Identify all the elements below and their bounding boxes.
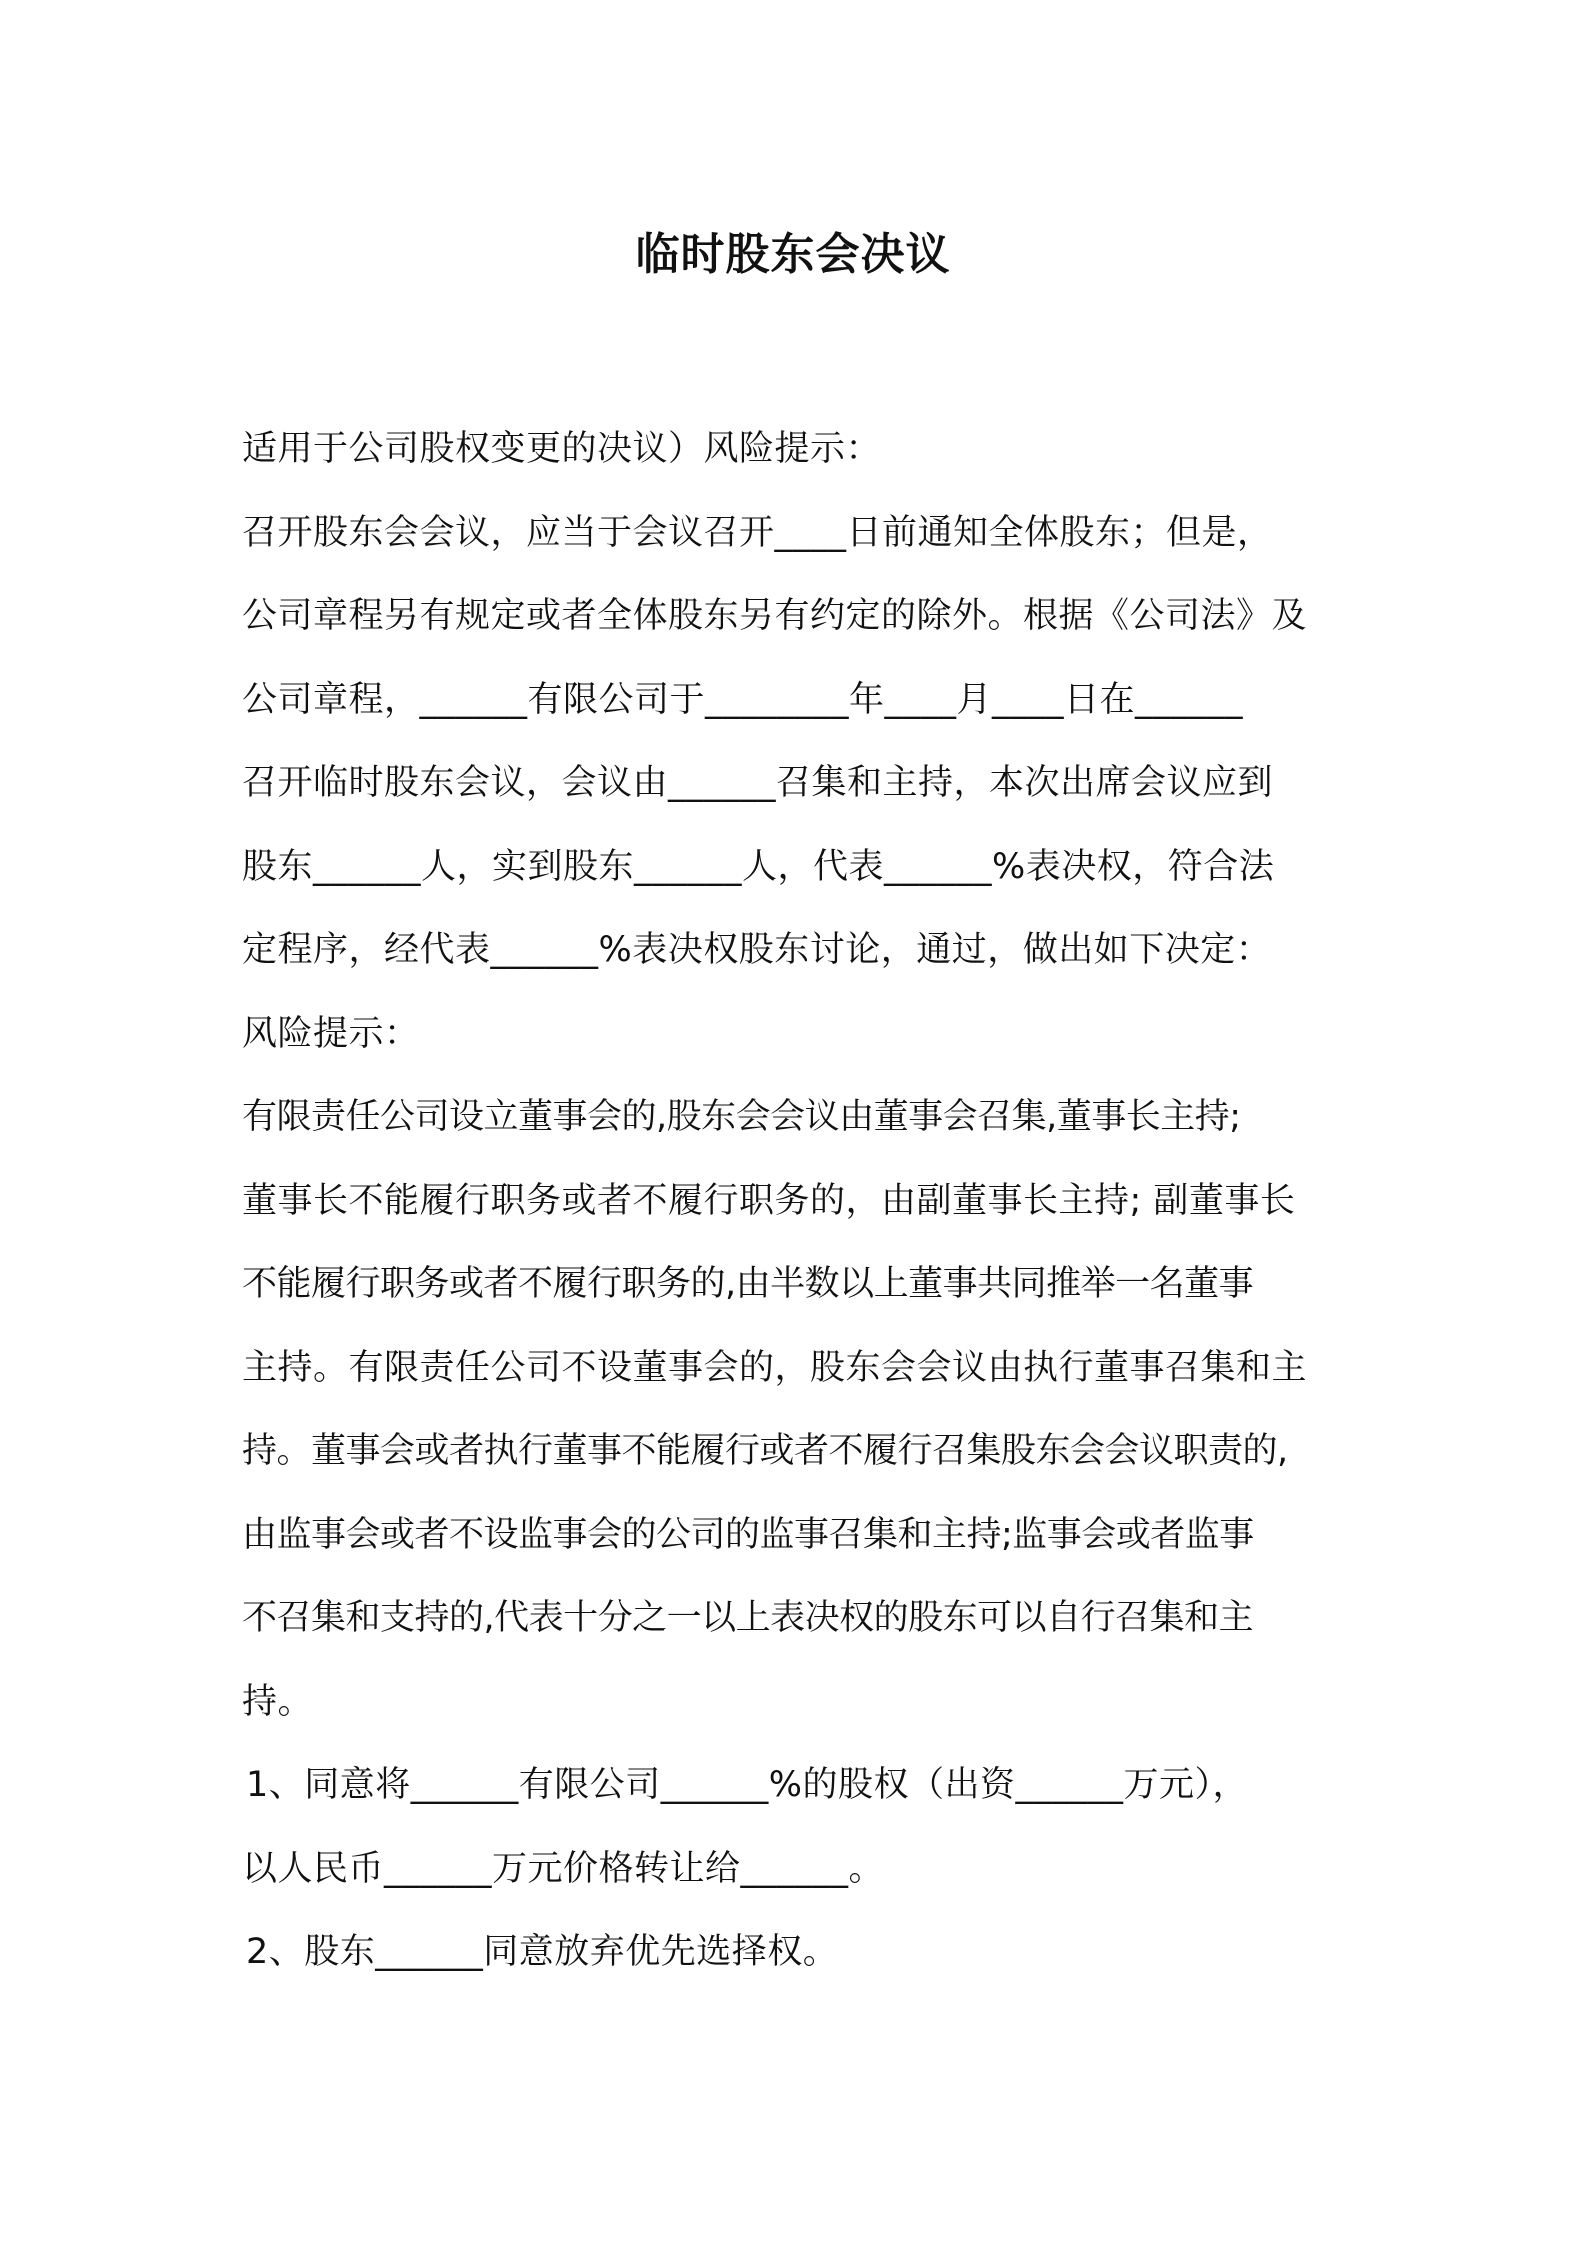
resolution-item-2: 2、股东______同意放弃优先选择权。 (246, 1932, 839, 1972)
body-line: 有限责任公司设立董事会的,股东会会议由董事会召集,董事长主持; (242, 1097, 1241, 1137)
body-line: 召开临时股东会议，会议由______召集和主持，本次出席会议应到 (242, 763, 1274, 803)
document-body (242, 408, 1362, 1995)
body-line: 公司章程另有规定或者全体股东另有约定的除外。根据《公司法》及 (242, 596, 1308, 636)
body-line: 公司章程，______有限公司于________年____月____日在______ (242, 679, 1244, 720)
body-line: 持。 (242, 1681, 314, 1722)
body-line: 董事长不能履行职务或者不履行职务的，由副董事长主持; 副董事长 (242, 1180, 1296, 1221)
body-line: 不能履行职务或者不履行职务的,由半数以上董事共同推举一名董事 (242, 1264, 1254, 1304)
body-line: 不召集和支持的,代表十分之一以上表决权的股东可以自行召集和主 (242, 1598, 1254, 1638)
resolution-item-1-cont: 以人民币______万元价格转让给______。 (242, 1848, 885, 1889)
resolution-item-1: 1、同意将______有限公司______%的股权（出资______万元）， (246, 1765, 1249, 1805)
body-line: 主持。有限责任公司不设董事会的，股东会会议由执行董事召集和主 (242, 1347, 1308, 1388)
body-line: 持。董事会或者执行董事不能履行或者不履行召集股东会会议职责的, (242, 1431, 1288, 1471)
body-line: 定程序，经代表______%表决权股东讨论，通过，做出如下决定： (242, 930, 1272, 970)
body-line: 召开股东会会议，应当于会议召开____日前通知全体股东；但是， (242, 512, 1273, 553)
body-line: 由监事会或者不设监事会的公司的监事召集和主持;监事会或者监事 (242, 1514, 1254, 1555)
risk-intro-line: 适用于公司股权变更的决议）风险提示： (242, 429, 882, 469)
body-line: 股东______人，实到股东______人，代表______%表决权，符合法 (242, 846, 1275, 887)
risk-heading: 风险提示： (242, 1013, 420, 1054)
document-title: 临时股东会决议 (635, 229, 951, 280)
